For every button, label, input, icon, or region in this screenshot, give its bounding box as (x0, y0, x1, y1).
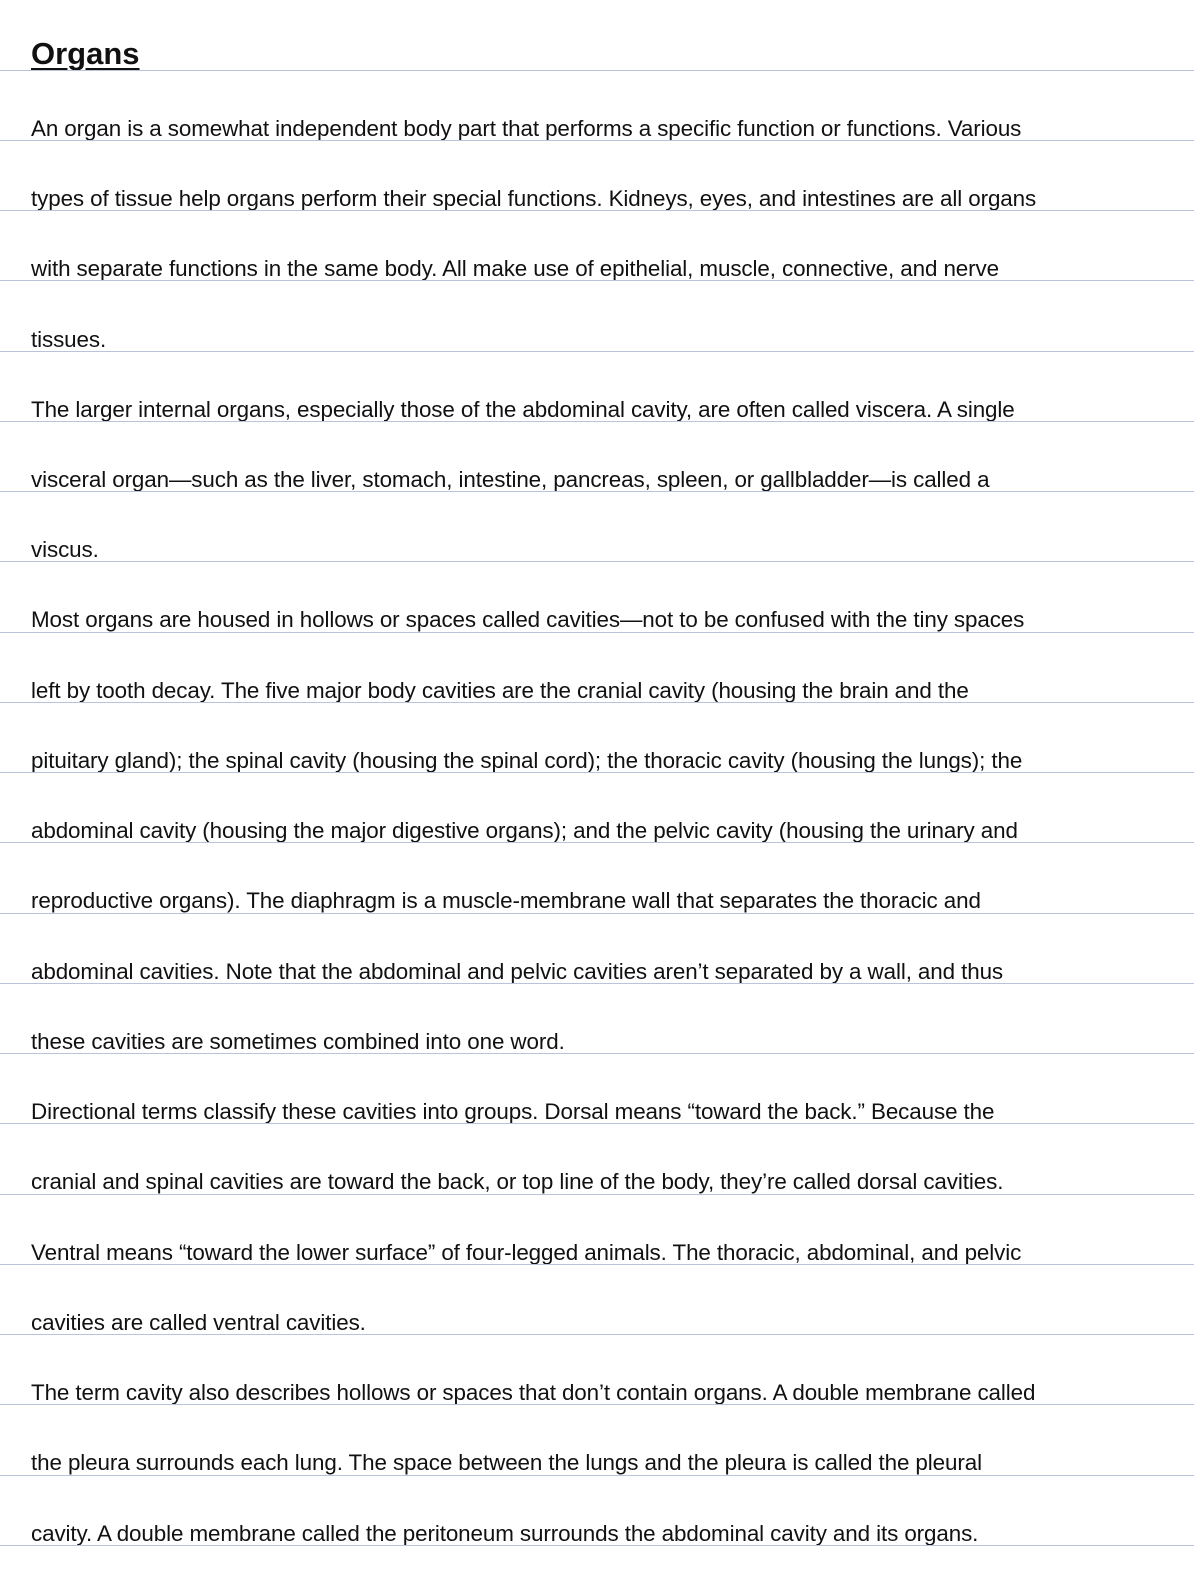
text-line: reproductive organs). The diaphragm is a muscle-membrane wall that separates the thoracic and (31, 888, 981, 913)
text-line: The larger internal organs, especially those of the abdominal cavity, are often called viscera. A single (31, 397, 1015, 422)
rule-line (0, 140, 1194, 141)
rule-line (0, 913, 1194, 914)
text-line: types of tissue help organs perform their special functions. Kidneys, eyes, and intestines are all organs (31, 186, 1037, 211)
rule-line (0, 632, 1194, 633)
text-line: An organ is a somewhat independent body part that performs a specific function or functions. Various (31, 116, 1022, 141)
rule-line (0, 1053, 1194, 1054)
text-line: The term cavity also describes hollows or spaces that don’t contain organs. A double membrane called (31, 1380, 1036, 1405)
rule-line (0, 351, 1194, 352)
rule-line (0, 772, 1194, 773)
rule-line (0, 280, 1194, 281)
text-line: Ventral means “toward the lower surface” of four-legged animals. The thoracic, abdominal, and pelvic (31, 1240, 1022, 1265)
text-line: left by tooth decay. The five major body cavities are the cranial cavity (housing the brain and the (31, 678, 969, 703)
text-line: cavity. A double membrane called the peritoneum surrounds the abdominal cavity and its organs. (31, 1521, 979, 1546)
rule-line (0, 421, 1194, 422)
rule-line (0, 842, 1194, 843)
text-line: Most organs are housed in hollows or spaces called cavities—not to be confused with the tiny spaces (31, 607, 1025, 632)
text-line: abdominal cavity (housing the major digestive organs); and the pelvic cavity (housing the urinary and (31, 818, 1018, 843)
page-title: Organs (31, 36, 140, 71)
text-line: abdominal cavities. Note that the abdominal and pelvic cavities aren’t separated by a wall, and thus (31, 959, 1004, 984)
text-line: the pleura surrounds each lung. The space between the lungs and the pleura is called the pleural (31, 1450, 982, 1475)
text-line: viscus. (31, 537, 99, 562)
rule-line (0, 1194, 1194, 1195)
rule-line (0, 561, 1194, 562)
text-line: visceral organ—such as the liver, stomach, intestine, pancreas, spleen, or gallbladder—is called a (31, 467, 990, 492)
rule-line (0, 1264, 1194, 1265)
text-line: cranial and spinal cavities are toward the back, or top line of the body, they’re called dorsal cavities. (31, 1169, 1004, 1194)
rule-line (0, 702, 1194, 703)
rule-line (0, 210, 1194, 211)
rule-line (0, 1475, 1194, 1476)
title-rule-line (0, 70, 1194, 71)
rule-line (0, 1123, 1194, 1124)
text-line: tissues. (31, 327, 107, 352)
rule-line (0, 1545, 1194, 1546)
rule-line (0, 1334, 1194, 1335)
text-line: cavities are called ventral cavities. (31, 1310, 366, 1335)
text-line: Directional terms classify these cavities into groups. Dorsal means “toward the back.” Because the (31, 1099, 995, 1124)
rule-line (0, 1404, 1194, 1405)
text-line: with separate functions in the same body. All make use of epithelial, muscle, connective, and nerve (31, 256, 999, 281)
rule-line (0, 983, 1194, 984)
rule-line (0, 491, 1194, 492)
text-line: pituitary gland); the spinal cavity (housing the spinal cord); the thoracic cavity (housing the lungs); the (31, 748, 1023, 773)
text-line: these cavities are sometimes combined into one word. (31, 1029, 565, 1054)
